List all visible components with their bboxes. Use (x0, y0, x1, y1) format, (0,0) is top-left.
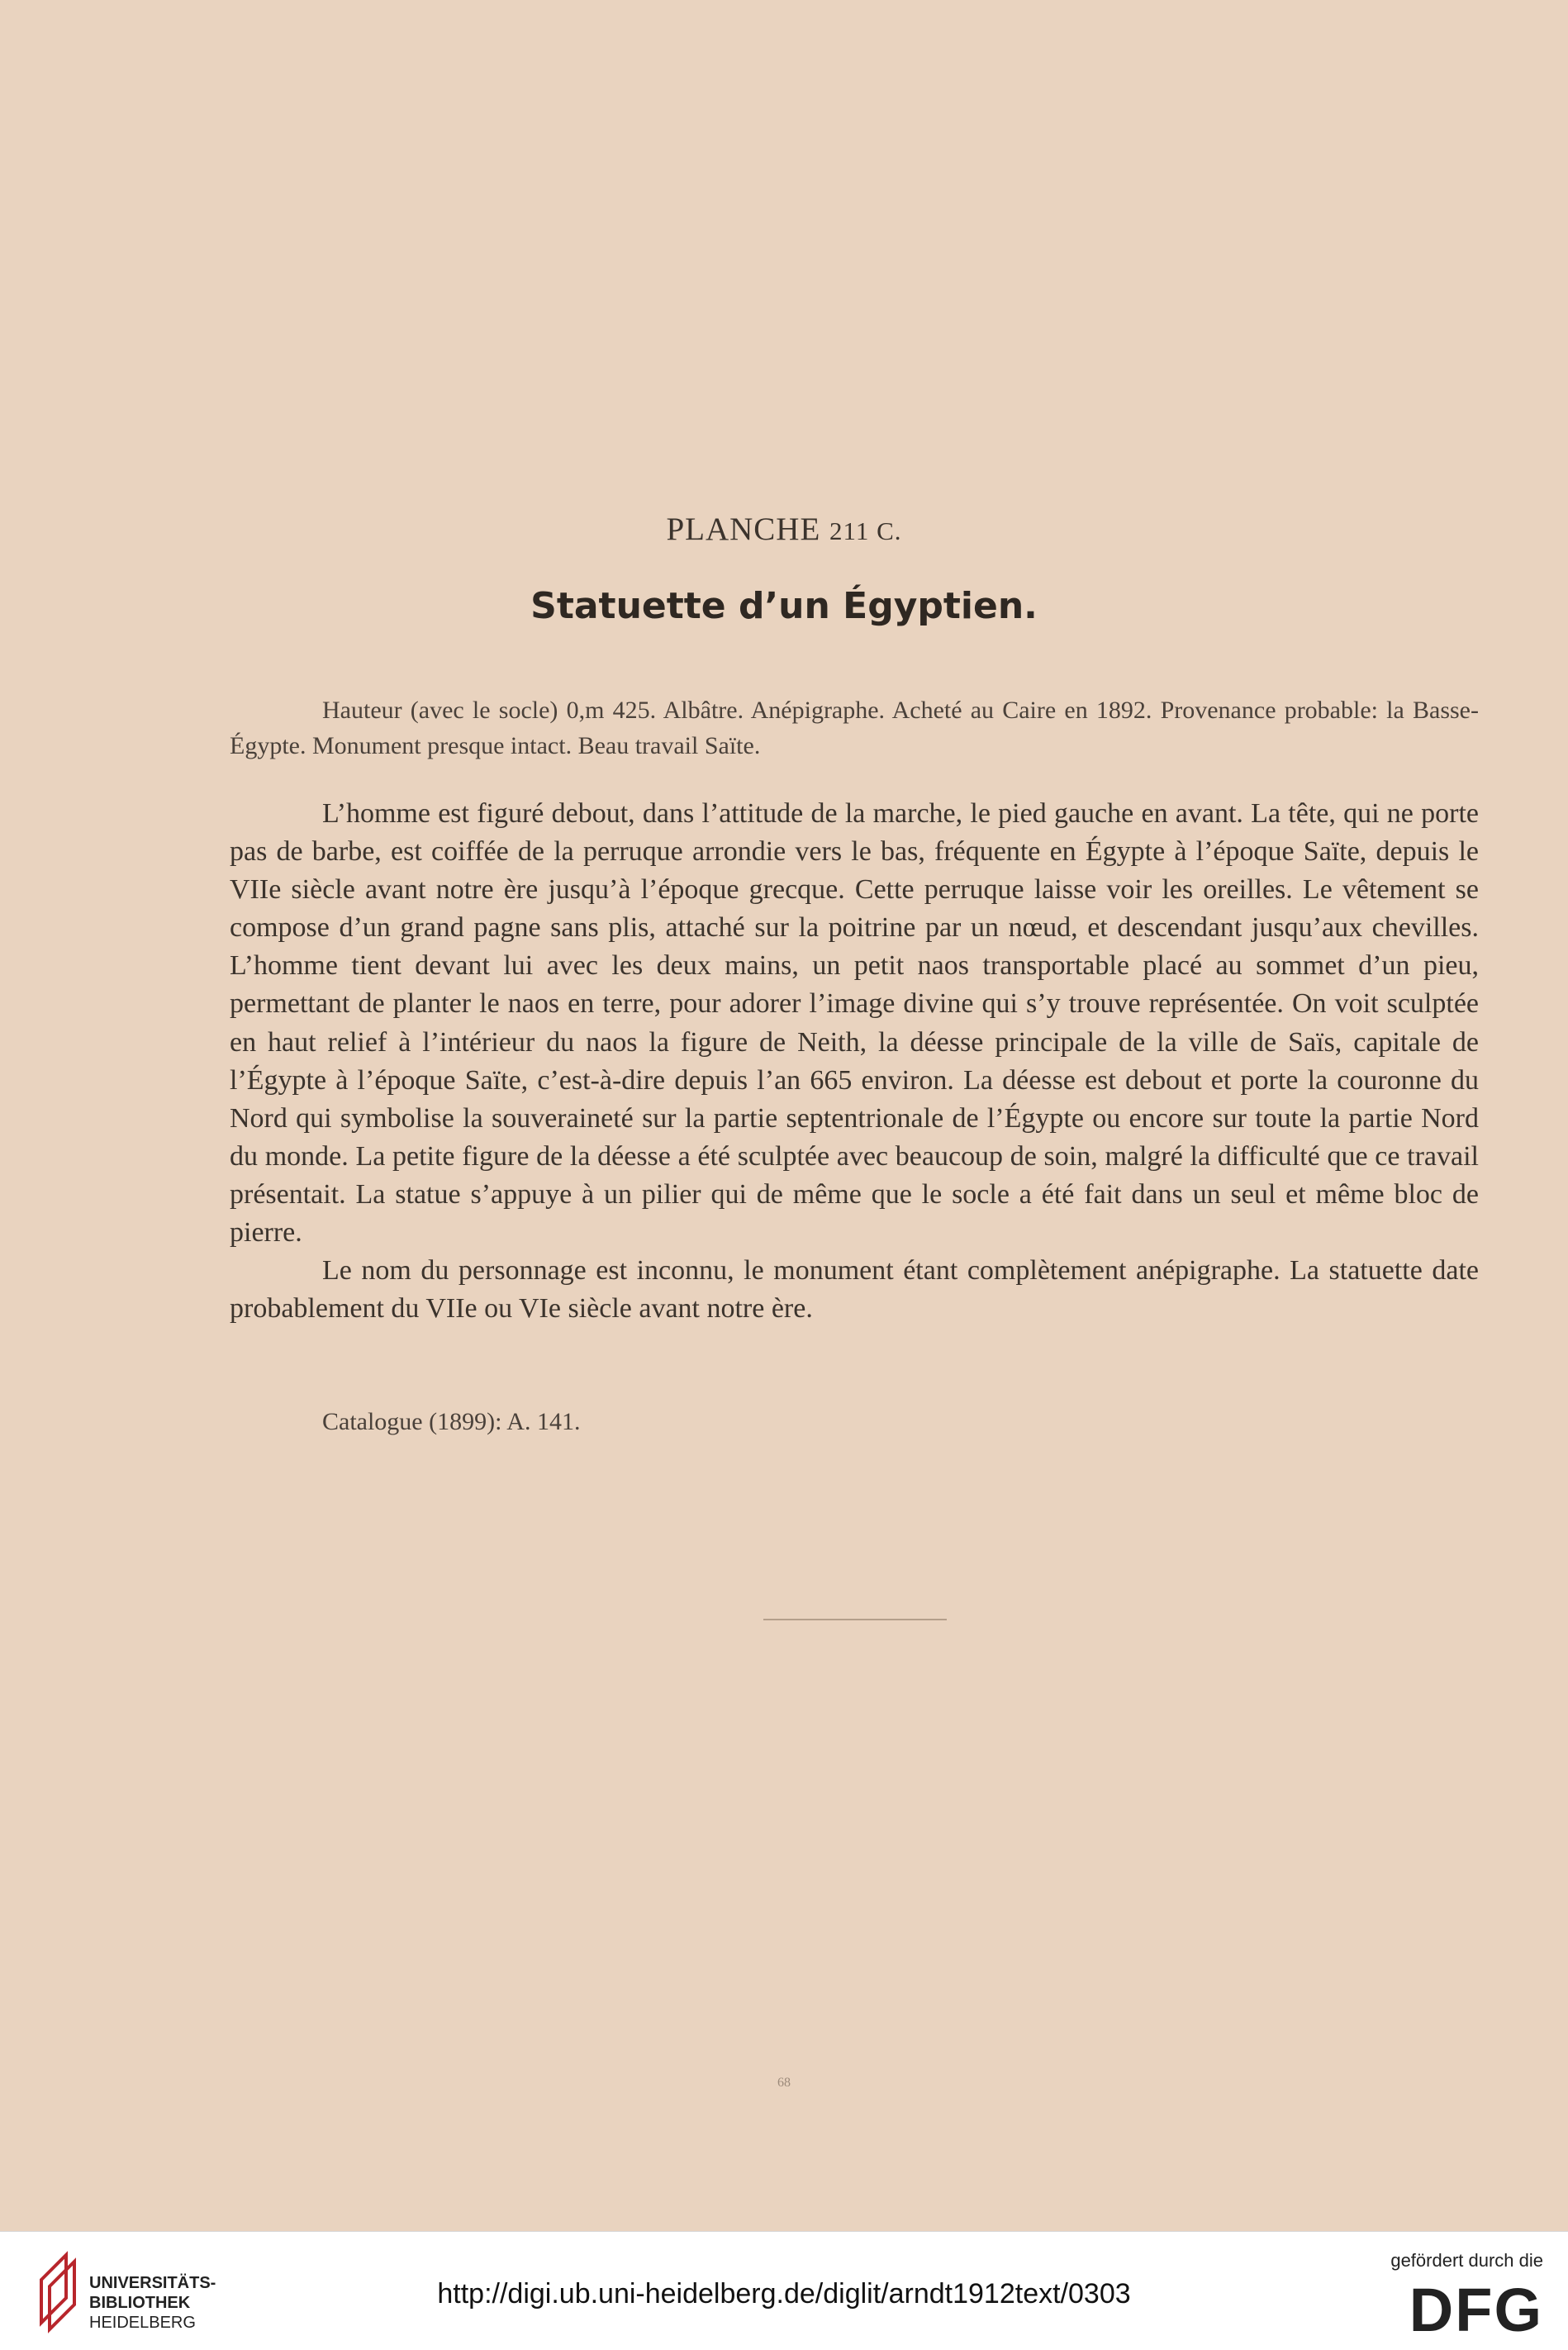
description-text (230, 795, 1479, 1328)
funding-note: gefördert durch die (1390, 2250, 1543, 2271)
library-name-line2: BIBLIOTHEK (89, 2294, 191, 2312)
paragraph-1: L’homme est figuré debout, dans l’attitude de la marche, le pied gauche en avant. La tête, qui ne porte pas de barbe, est coiffée de la perruque arrondie vers le bas, fréquente en Égypte à l’époque Saïte, depuis le VIIe siècle avant notre ère jusqu’à l’époque grecque. Cette perruque laisse voir les oreilles. Le vêtement se compose d’un grand pagne sans plis, attaché sur la poitrine par un nœud, et descendant jusqu’aux chevilles. L’homme tient devant lui avec les deux mains, un petit naos transportable placé au sommet d’un pieu, permettant de planter le naos en terre, pour adorer l’image divine qui s’y trouve représentée. On voit sculptée en haut relief à l’intérieur du naos la figure de Neith, la déesse principale de la ville de Saïs, capitale de l’Égypte à l’époque Saïte, c’est-à-dire depuis l’an 665 environ. La déesse est debout et porte la couronne du Nord qui symbolise la souveraineté sur la partie septentrionale de l’Égypte ou encore sur toute la partie Nord du monde. La petite figure de la déesse a été sculptée avec beaucoup de soin, malgré la difficulté que ce travail présentait. La statue s’appuye à un pilier qui de même que le socle a été fait dans un seul et même bloc de pierre. (230, 798, 1479, 1249)
divider-rule (763, 1619, 947, 1620)
page-number: 68 (777, 2076, 791, 2090)
paragraph-2: Le nom du personnage est inconnu, le monument étant complètement anépigraphe. La statuette date probablement du VIIe ou VIe siècle avant notre ère. (230, 1255, 1479, 1325)
plate-number: 211 C. (829, 516, 902, 545)
permalink-url[interactable]: http://digi.ub.uni-heidelberg.de/diglit/arndt1912text/0303 (437, 2278, 1131, 2310)
dfg-logo[interactable]: DFG (1409, 2276, 1543, 2344)
library-name-line3: HEIDELBERG (89, 2314, 196, 2332)
footer-bar (0, 2231, 1568, 2350)
page-title: Statuette d’un Égyptien. (530, 585, 1038, 627)
object-metadata: Hauteur (avec le socle) 0,m 425. Albâtre. Anépigraphe. Acheté au Caire en 1892. Provenance probable: la Basse-Égypte. Monument presque intact. Beau travail Saïte. (230, 697, 1479, 759)
plate-label: PLANCHE (666, 511, 821, 547)
plate-heading (0, 511, 1568, 548)
library-name-line1: UNIVERSITÄTS- (89, 2274, 216, 2292)
catalogue-reference: Catalogue (1899): A. 141. (322, 1408, 581, 1435)
